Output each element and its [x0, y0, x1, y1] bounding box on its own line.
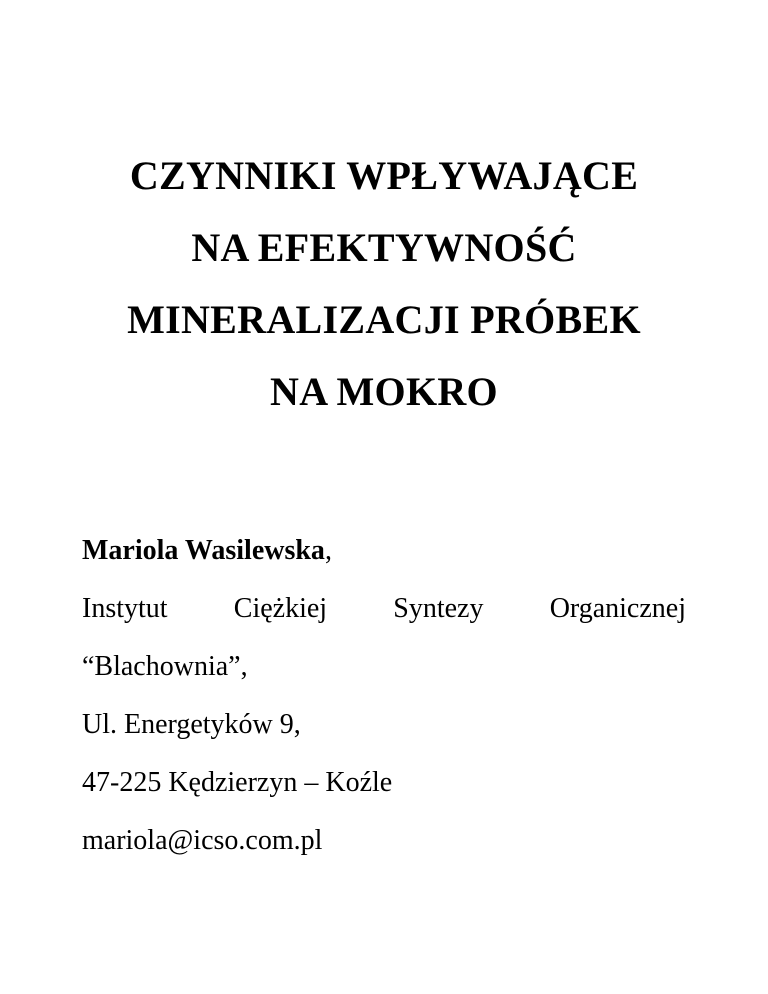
author-info [82, 522, 686, 870]
author-name-suffix: , [324, 535, 332, 566]
affiliation-word: Ciężkiej [233, 593, 328, 624]
title-line-1: CZYNNIKI WPŁYWAJĄCE [129, 153, 639, 198]
title-line-3: MINERALIZACJI PRÓBEK [127, 297, 641, 342]
city-address: 47-225 Kędzierzyn – Koźle [82, 767, 393, 798]
affiliation-word: Instytut [82, 593, 168, 624]
affiliation-word: Syntezy [393, 593, 484, 624]
affiliation-line-1 [82, 580, 686, 638]
email-address: mariola@icso.com.pl [82, 825, 323, 856]
title-line-4: NA MOKRO [270, 369, 498, 414]
author-name: Mariola Wasilewska [82, 535, 325, 566]
affiliation-line-2: “Blachownia”, [82, 651, 248, 682]
author-line [82, 522, 686, 580]
affiliation-word: Organicznej [549, 593, 686, 624]
title-line-2: NA EFEKTYWNOŚĆ [191, 225, 577, 270]
document-title [0, 140, 768, 428]
street-address: Ul. Energetyków 9, [82, 709, 301, 740]
